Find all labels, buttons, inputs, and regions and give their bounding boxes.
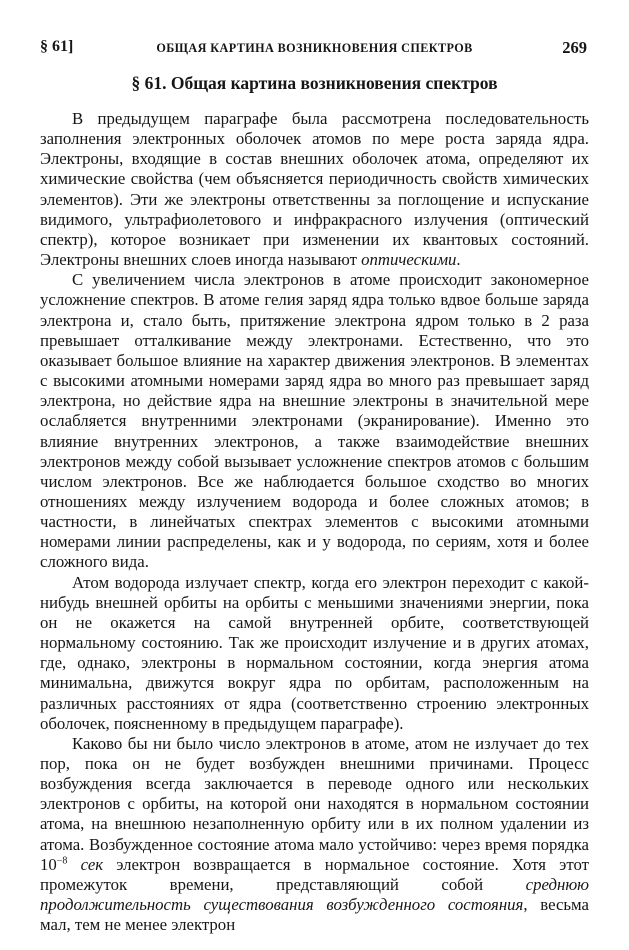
paragraph-1: [40, 109, 589, 270]
running-head: [40, 38, 589, 60]
time-unit: сек: [80, 854, 104, 874]
paragraph-1-text: В предыдущем параграфе была рассмотрена последовательность заполнения электронных оболочек атомов по мере роста заряда ядра. Электроны, входящие в состав внешних оболочек атома, определяют их химические свойства (чем объясняется периодичность свойств химических элементов). Эти же электроны ответственны за поглощение и испускание видимого, ультрафиолетового и инфракрасного излучения (оптический спектр), которое возникает при изменении их квантовых состояний. Электроны внешних слоев иногда называют: [40, 109, 589, 270]
body-text: [40, 109, 589, 935]
paragraph-4-text-middle: электрон возвращается в нормальное состояние. Хотя этот промежуток времени, представляющий собой: [40, 854, 589, 894]
paragraph-4-emphasis: среднюю продолжительность существования возбужденного состояния: [40, 874, 589, 915]
power-exponent: −8: [56, 855, 68, 867]
paragraph-3: Атом водорода излучает спектр, когда его электрон переходит с какой-нибудь внешней орбиты на орбиты с меньшими значениями энергии, пока он не окажется на самой внутренней орбите, соответствующей нормальному состоянию. Так же происходит излучение и в других атомах, где, однако, электроны в нормальном состоянии, когда энергия атома минимальна, движутся вокруг ядра по орбитам, расположенным на различных расстояниях от ядра (соответственно строению электронных оболочек, поясненному в предыдущем параграфе).: [40, 572, 589, 733]
paragraph-1-end: .: [456, 250, 461, 270]
page-number: 269: [562, 38, 587, 57]
running-head-section-ref: § 61]: [40, 38, 74, 55]
paragraph-4-text-before: Каково бы ни было число электронов в атоме, атом не излучает до тех пор, пока он не будет возбужден внешними причинами. Процесс возбуждения всегда заключается в переводе одного или нескольких электронов с орбиты, на которой они находятся в нормальном состоянии атома, на внешнюю незаполненную орбиту или в их полном удалении из атома. Возбужденное состояние атома мало устойчиво: через время порядка: [40, 733, 589, 854]
paragraph-4-text-after: , весьма мал, тем не менее электрон: [40, 895, 590, 935]
paragraph-2: С увеличением числа электронов в атоме происходит закономерное усложнение спектров. В атоме гелия заряд ядра только вдвое больше заряда электрона и, стало быть, притяжение электрона ядром только в 2 раза превышает отталкивание между электронами. Естественно, что это оказывает большое влияние на характер движения электронов. В элементах с высокими атомными номерами заряд ядра во много раз превышает заряд электрона, но действие ядра на внешние электроны в значительной мере ослабляется внутренними электронами (экранирование). Именно это влияние внутренних электронов, а также взаимодействие внешних электронов между собой вызывает усложнение спектров атомов с большим числом электронов. Все же наблюдается большое сходство во многих отношениях между излучением водорода и более сложных атомов; в частности, в линейчатых спектрах элементов с высокими атомными номерами линии распределены, как и у водорода, по сериям, хотя и более сложного вида.: [40, 270, 589, 572]
paragraph-1-emphasis: оптическими: [361, 250, 457, 270]
power-base: 10: [40, 854, 57, 874]
paragraph-4: [40, 734, 589, 936]
section-title: § 61. Общая картина возникновения спектров: [131, 73, 498, 93]
running-head-title: ОБЩАЯ КАРТИНА ВОЗНИКНОВЕНИЯ СПЕКТРОВ: [156, 41, 473, 55]
